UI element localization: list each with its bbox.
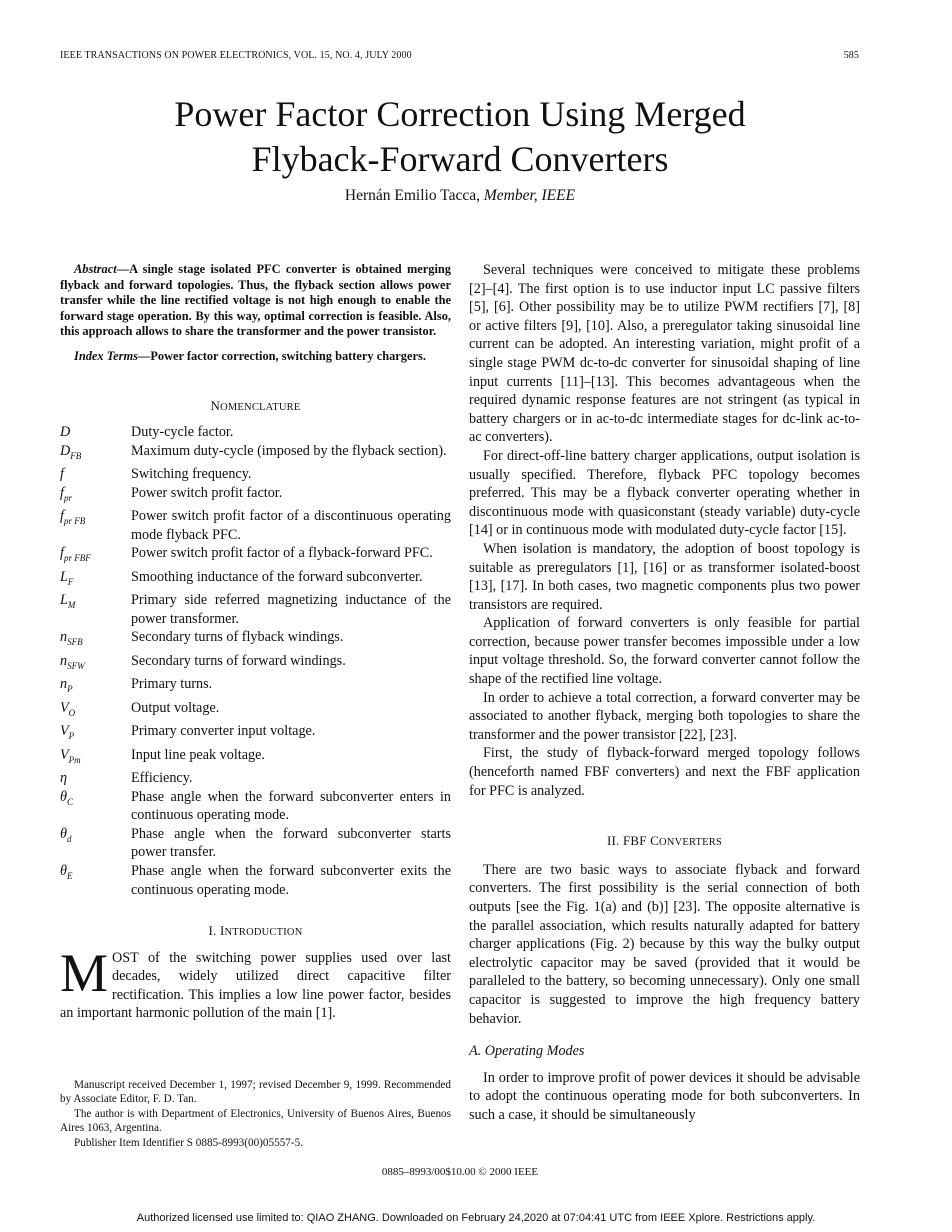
nomenclature-entry (60, 722, 451, 745)
introduction-heading: I. INTRODUCTION (208, 923, 303, 939)
paragraph: Application of forward converters is only feasible for partial correction, because power transfer becomes impossible under a low input voltage threshold. So, the forward converter cannot follow the shape of the rectified line voltage. (469, 615, 860, 688)
nomenclature-definition: Primary turns. (131, 676, 213, 693)
nomenclature-symbol: $L_M$ (60, 592, 76, 611)
nomenclature-symbol: $\theta_d$ (60, 825, 72, 844)
nomenclature-definition: Primary converter input voltage. (131, 723, 316, 740)
nomenclature-definition: Secondary turns of forward windings. (131, 652, 346, 669)
nomenclature-definition: Smoothing inductance of the forward subconverter. (131, 568, 423, 585)
nomenclature-symbol: $V_O$ (60, 699, 76, 718)
nomenclature-heading: NOMENCLATURE (210, 397, 301, 413)
subsection-heading: A. Operating Modes (469, 1043, 585, 1060)
paper-title-line1: Power Factor Correction Using Merged (174, 94, 746, 134)
paragraph: For direct-off-line battery charger applications, output isolation is usually specified. Therefore, flyback PFC topology becomes preferred. This may be a flyback converter operating whether in discontinuous mode with quasiconstant (steady variable) duty-cycle [14] or in continuous mode with modulated duty-cycle factor [15]. (469, 447, 860, 539)
paragraph: Several techniques were conceived to mitigate these problems [2]–[4]. The first option is to use inductor input LC passive filters [5], [6]. Other possibility may be to utilize PWM rectifiers [7], [8] or active filters [9], [10]. Also, a preregulator taking sinusoidal line current can be adopted. An interesting variation, might profit of a single stage PWM dc-to-dc converter for sinusoidal shaping of line input currents [11]–[13]. This becomes advantageous when the required dynamic response features are not stringent (as typical in battery chargers or in ac-to-dc intermediate stages for dc-link ac-to-ac converters). (469, 262, 860, 446)
nomenclature-entry (60, 591, 451, 628)
nomenclature-definition: Phase angle when the forward subconverter exits the continuous operating mode. (131, 862, 451, 898)
nomenclature-list (60, 423, 451, 899)
nomenclature-entry (60, 568, 451, 591)
right-column (469, 261, 860, 1125)
journal-header: IEEE TRANSACTIONS ON POWER ELECTRONICS, VOL. 15, NO. 4, JULY 2000 (60, 50, 412, 61)
nomenclature-symbol: $V_{Pm}$ (60, 746, 81, 765)
nomenclature-entry (60, 699, 451, 722)
nomenclature-definition: Duty-cycle factor. (131, 424, 234, 441)
nomenclature-definition: Primary side referred magnetizing inductance of the power transformer. (131, 592, 451, 627)
author-affiliation: Member, IEEE (483, 187, 576, 204)
nomenclature-definition: Power switch profit factor of a discontinuous operating mode flyback PFC. (131, 508, 451, 543)
nomenclature-definition: Input line peak voltage. (131, 746, 265, 763)
author-line: Hernán Emilio Tacca, Member, IEEE (344, 187, 576, 204)
index-terms-label: Index Terms (74, 348, 138, 363)
nomenclature-definition: Output voltage. (131, 699, 220, 716)
nomenclature-symbol: $f_{pr FBF}$ (60, 545, 91, 564)
nomenclature-entry (60, 442, 451, 465)
nomenclature-symbol: $D_{FB}$ (60, 442, 82, 461)
license-notice: Authorized licensed use limited to: QIAO ZHANG. Downloaded on February 24,2020 at 07:04:41 UTC from IEEE Xplore. Restrictions apply. (136, 1212, 816, 1224)
nomenclature-symbol: $n_{SFB}$ (60, 629, 83, 648)
nomenclature-entry (60, 675, 451, 698)
nomenclature-entry (60, 746, 451, 769)
left-column (60, 262, 451, 1023)
nomenclature-definition: Secondary turns of flyback windings. (131, 629, 344, 646)
index-terms-text: Power factor correction, switching battery chargers. (150, 348, 426, 363)
nomenclature-symbol: f (60, 466, 64, 483)
nomenclature-definition: Switching frequency. (131, 466, 252, 483)
dropcap-letter: M (60, 942, 109, 1003)
nomenclature-entry (60, 652, 451, 675)
nomenclature-entry (60, 825, 451, 862)
paragraph: In order to achieve a total correction, a forward converter may be associated to another flyback, merging both topologies to share the transformer and the power transistor [22], [23]. (469, 689, 860, 743)
paragraph: First, the study of flyback-forward merged topology follows (henceforth named FBF converters) and next the FBF application for PFC is analyzed. (469, 745, 860, 799)
nomenclature-symbol: D (60, 424, 71, 441)
nomenclature-entry (60, 862, 451, 899)
nomenclature-entry (60, 465, 451, 484)
nomenclature-definition: Power switch profit factor. (131, 484, 283, 501)
nomenclature-symbol: $f_{pr}$ (60, 484, 72, 503)
nomenclature-symbol: $V_P$ (60, 723, 75, 741)
nomenclature-entry (60, 769, 451, 788)
nomenclature-entry (60, 507, 451, 544)
nomenclature-entry (60, 544, 451, 567)
nomenclature-symbol: $n_P$ (60, 676, 73, 695)
nomenclature-definition: Efficiency. (131, 769, 193, 786)
nomenclature-entry (60, 484, 451, 507)
nomenclature-definition: Phase angle when the forward subconverter starts power transfer. (131, 825, 451, 861)
section2-heading: II. FBF CONVERTERS (606, 833, 723, 849)
nomenclature-symbol: η (60, 769, 68, 786)
nomenclature-symbol: $n_{SFW}$ (60, 652, 85, 671)
abstract-text: A single stage isolated PFC converter is obtained merging flyback and forward topologies. Thus, the flyback section allows power transfer while the line rectified voltage is not high enough to enable the forward stage operation. By this way, optimal correction is feasible. Also, this approach allows to share the transformer and the power transistor. (60, 262, 451, 339)
nomenclature-entry (60, 788, 451, 825)
footnote-received: Manuscript received December 1, 1997; revised December 9, 1999. Recommended by Associate Editor, F. D. Tan. (60, 1079, 451, 1106)
paragraph: In order to improve profit of power devices it should be advisable to adopt the continuous operating mode for both subconverters. In such a case, it should be simultaneously (469, 1069, 860, 1123)
nomenclature-symbol: $L_F$ (60, 568, 74, 587)
nomenclature-definition: Power switch profit factor of a flyback-forward PFC. (131, 545, 433, 562)
paragraph: When isolation is mandatory, the adoption of boost topology is suitable as preregulators [1], [16] or as transformer isolated-boost [13], [17]. In both cases, two magnetic components plus two power transistors are required. (469, 540, 860, 613)
nomenclature-entry (60, 628, 451, 651)
intro-paragraph (60, 942, 451, 1023)
footnote-publisher: Publisher Item Identifier S 0885-8993(00)05557-5. (74, 1136, 303, 1149)
nomenclature-entry (60, 423, 451, 442)
index-terms: Index Terms—Power factor correction, switching battery chargers. (74, 348, 426, 363)
nomenclature-definition: Phase angle when the forward subconverter enters in continuous operating mode. (131, 788, 451, 824)
intro-text: OST of the switching power supplies used over last decades, widely utilized direct capacitive filter rectification. This implies a low line power factor, besides an important harmonic pollution of the main [1]. (60, 949, 451, 1022)
abstract: Abstract—A single stage isolated PFC converter is obtained merging flyback and forward topologies. Thus, the flyback section allows power transfer while the line rectified voltage is not high enough to enable the forward stage operation. By this way, optimal correction is feasible. Also, this approach allows to share the transformer and the power transistor. (60, 262, 451, 339)
paragraph: There are two basic ways to associate flyback and forward converters. The first possibility is the serial connection of both outputs [see the Fig. 1(a) and (b)] [23]. The opposite alternative is the parallel association, which results naturally adapted for battery charger applications (Fig. 2) because by this way the bulky output electrolytic capacitor may be saved (provided that it would be paralleled to the battery, so becoming unnecessary). Only one small capacitor is suggested to improve the high frequency battery behavior. (469, 861, 860, 1027)
copyright: 0885–8993/00$10.00 © 2000 IEEE (381, 1166, 539, 1178)
nomenclature-symbol: $\theta_E$ (60, 862, 73, 881)
nomenclature-symbol: $f_{pr FB}$ (60, 508, 86, 527)
page-number: 585 (843, 50, 859, 61)
footnotes (60, 1078, 451, 1150)
footnote-author: The author is with Department of Electronics, University of Buenos Aires, Buenos Aires 1063, Argentina. (60, 1107, 451, 1135)
author-name: Hernán Emilio Tacca (344, 187, 477, 204)
abstract-label: Abstract (74, 262, 117, 276)
paper-title-line2: Flyback-Forward Converters (251, 139, 669, 179)
nomenclature-symbol: $\theta_C$ (60, 788, 73, 807)
nomenclature-definition: Maximum duty-cycle (imposed by the flyback section). (131, 442, 447, 459)
